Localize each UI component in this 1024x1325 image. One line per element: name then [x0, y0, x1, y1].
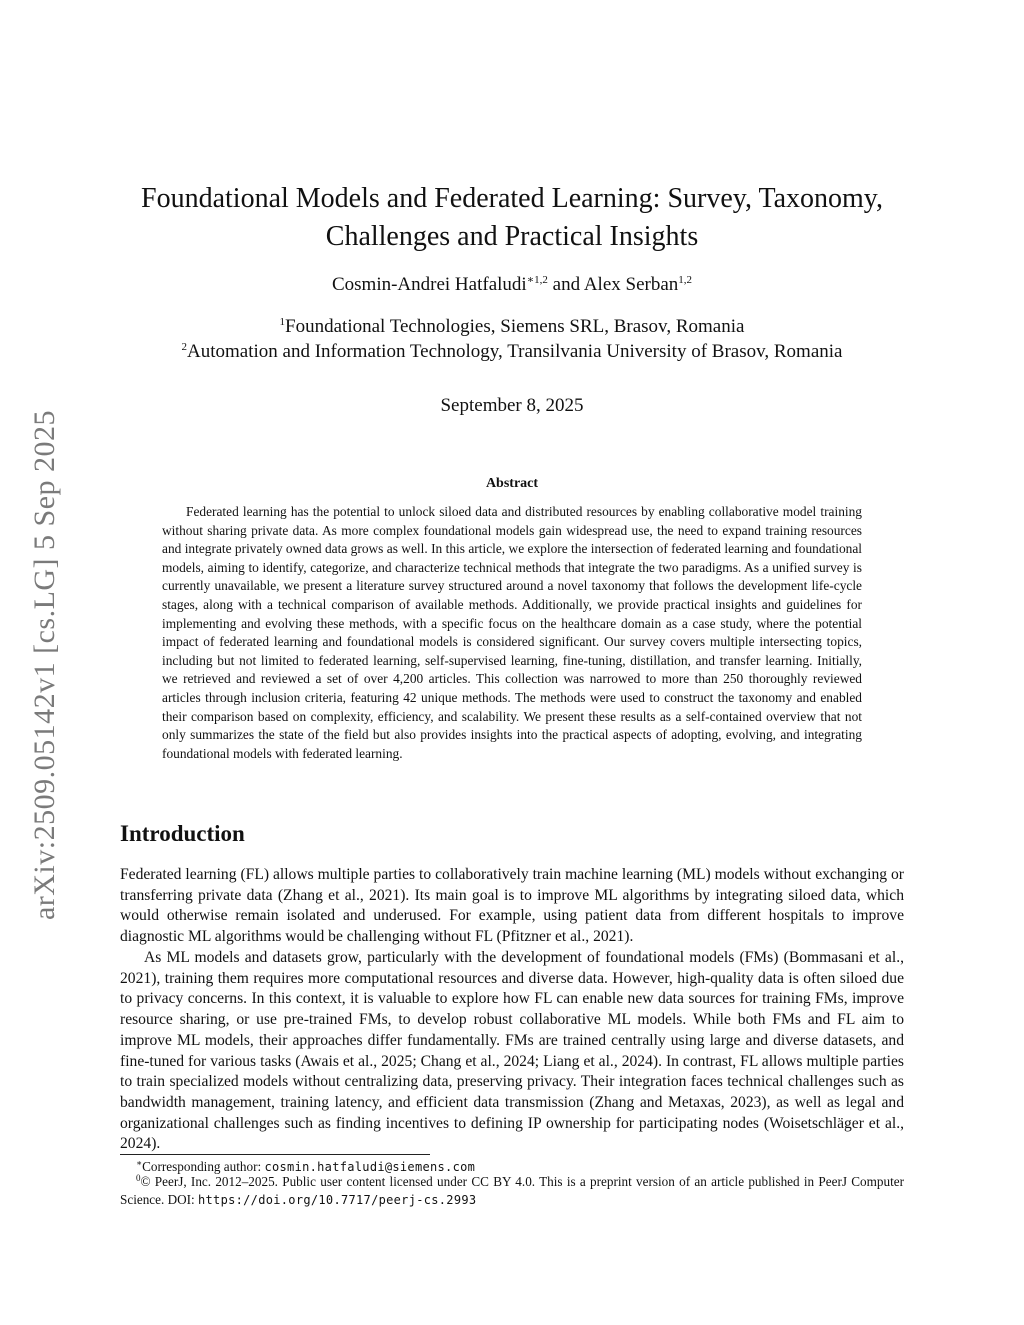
affiliation-1-number: 1	[279, 316, 286, 328]
footnote-divider	[120, 1154, 430, 1155]
authors-conjunction: and	[547, 274, 584, 295]
corresponding-email-link[interactable]: cosmin.hatfaludi@siemens.com	[264, 1160, 476, 1174]
affiliation-1	[100, 314, 924, 339]
author-list	[100, 272, 924, 298]
author-1-affiliation-marks: ∗1,2	[526, 274, 548, 286]
affiliation-list	[100, 314, 924, 364]
publication-date: September 8, 2025	[440, 395, 584, 416]
author-2: Alex Serban	[583, 274, 679, 295]
affiliation-2-text: Automation and Information Technology, Transilvania University of Brasov, Romania	[187, 341, 843, 362]
title-line-2: Challenges and Practical Insights	[325, 221, 699, 252]
abstract-heading: Abstract	[485, 476, 539, 491]
affiliation-2	[100, 339, 924, 364]
paper-title	[100, 180, 924, 256]
arxiv-side-identifier	[0, 375, 90, 955]
author-1: Cosmin-Andrei Hatfaludi	[331, 274, 527, 295]
doi-link[interactable]: https://doi.org/10.7717/peerj-cs.2993	[198, 1192, 477, 1207]
footnote-1-label: Corresponding author:	[142, 1159, 265, 1174]
footnote-2-mark: 0	[136, 1173, 141, 1183]
footnote-2-text: © PeerJ, Inc. 2012–2025. Public user content licensed under CC BY 4.0. This is a preprint version of an article published in PeerJ Computer Science. DOI:	[120, 1174, 904, 1207]
title-line-1: Foundational Models and Federated Learning: Survey, Taxonomy,	[141, 183, 883, 214]
introduction-paragraph-1: Federated learning (FL) allows multiple parties to collaboratively train machine learning (ML) models without exchanging or transferring private data (Zhang et al., 2021). Its main goal is to improve ML algorithms by integrating siloed data, which would otherwise remain isolated and underused. For example, using patient data from different hospitals to improve diagnostic ML algorithms would be challenging without FL (Pfitzner et al., 2021).	[120, 866, 904, 946]
abstract-body: Federated learning has the potential to unlock siloed data and distributed resources by enabling collaborative model training without sharing private data. As more complex foundational models gain widespread use, the need to expand training resources and integrate privately owned data grows as well. In this article, we explore the intersection of federated learning and foundational models, aiming to identify, categorize, and characterize technical methods that integrate the two paradigms. As a unified survey is currently unavailable, we present a literature survey structured around a novel taxonomy that follows the development life-cycle stages, along with a technical comparison of available methods. Additionally, we provide practical insights and guidelines for implementing and evolving these methods, with a specific focus on the healthcare domain as a case study, where the potential impact of federated learning and foundational models is considered significant. Our survey covers multiple intersecting topics, including but not limited to federated learning, self-supervised learning, fine-tuning, distillation, and transfer learning. Initially, we retrieved and reviewed a set of over 4,200 articles. This collection was narrowed to more than 250 thoroughly reviewed articles through inclusion criteria, featuring 42 unique methods. The methods were used to construct the taxonomy and enabled their comparison based on complexity, efficiency, and scalability. We present these results as a self-contained overview that not only summarizes the state of the field but also provides insights into the practical aspects of adopting, evolving, and integrating foundational models with federated learning.	[162, 504, 862, 761]
affiliation-1-text: Foundational Technologies, Siemens SRL, Brasov, Romania	[285, 316, 745, 337]
introduction-paragraph-2: As ML models and datasets grow, particularly with the development of foundational models (FMs) (Bommasani et al., 2021), training them requires more computational resources and diverse data. However, high-quality data is often siloed due to privacy concerns. In this context, it is valuable to explore how FL can enable new data sources for training FMs, improve resource sharing, or use pre-trained FMs, to develop robust collaborative ML models. While both FMs and FL aim to improve ML models, their approaches differ fundamentally. FMs are trained centrally using large and diverse datasets, and fine-tuned for various tasks (Awais et al., 2025; Chang et al., 2024; Liang et al., 2024). In contrast, FL allows multiple parties to train specialized models without centralizing data, preserving privacy. Their integration faces technical challenges such as bandwidth management, training latency, and efficient data transmission (Zhang and Metaxas, 2023), as well as legal and organizational challenges such as finding incentives to defining IP ownership for participating nodes (Woisetschläger et al., 2024).	[120, 949, 904, 1153]
affiliation-2-number: 2	[181, 341, 187, 353]
footnote-1-mark: ∗	[136, 1158, 143, 1168]
footnote-license	[120, 1173, 904, 1209]
author-2-affiliation-marks: 1,2	[678, 274, 693, 286]
introduction-heading: Introduction	[120, 821, 245, 846]
arxiv-id-text: arXiv:2509.05142v1 [cs.LG] 5 Sep 2025	[28, 409, 61, 921]
